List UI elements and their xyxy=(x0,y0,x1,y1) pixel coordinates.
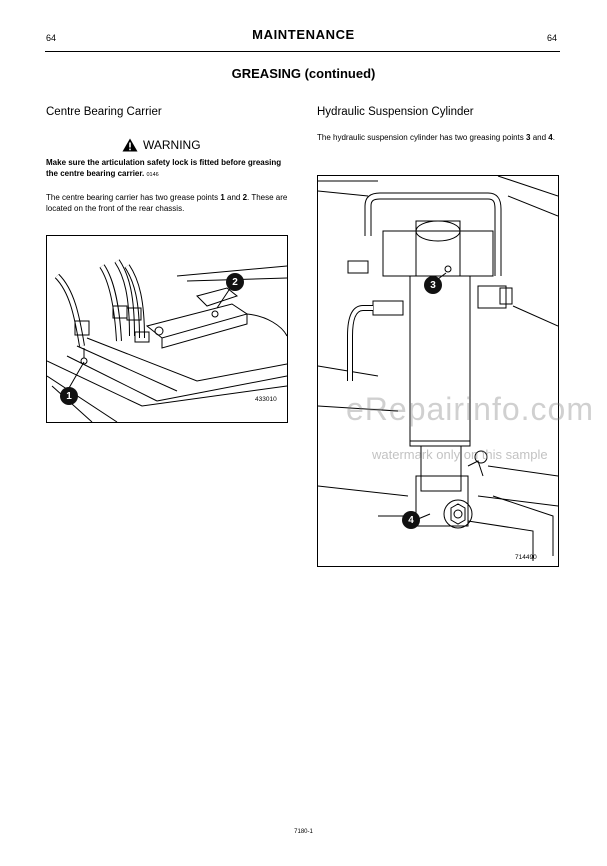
callout-3: 3 xyxy=(424,276,442,294)
warning-text: Make sure the articulation safety lock is fitted before greasing the centre bearing carrier. 0146 xyxy=(46,158,282,178)
watermark-note: watermark only on this sample xyxy=(372,447,548,462)
section-title: GREASING (continued) xyxy=(231,66,376,81)
warning-ref: 0146 xyxy=(146,172,159,178)
callout-2: 2 xyxy=(226,273,244,291)
figure-code-left: 433010 xyxy=(255,396,277,403)
right-body-text: The hydraulic suspension cylinder has two greasing points 3 and 4. xyxy=(317,133,555,142)
figure-centre-bearing-carrier xyxy=(46,235,288,423)
callout-4: 4 xyxy=(402,511,420,529)
page-number-left: 64 xyxy=(46,33,57,43)
page-number-right: 64 xyxy=(547,33,558,43)
figure-code-right: 714490 xyxy=(515,554,537,561)
centre-bearing-illustration xyxy=(47,236,287,422)
header-rule xyxy=(45,51,560,52)
figure-hydraulic-suspension-cylinder xyxy=(317,175,559,567)
suspension-cylinder-illustration xyxy=(318,176,558,566)
left-heading: Centre Bearing Carrier xyxy=(46,106,162,118)
warning-header xyxy=(122,138,201,152)
watermark-brand: eRepairinfo.com xyxy=(346,391,594,427)
page-header-title: MAINTENANCE xyxy=(252,27,355,42)
callout-1: 1 xyxy=(60,387,78,405)
footer-code: 7180-1 xyxy=(294,829,313,835)
right-heading: Hydraulic Suspension Cylinder xyxy=(317,106,474,118)
warning-label: WARNING xyxy=(143,138,201,152)
left-body-text: The centre bearing carrier has two grease points 1 and 2. These are located on the front of the rear chassis. xyxy=(46,193,288,213)
warning-triangle-icon xyxy=(122,138,138,152)
